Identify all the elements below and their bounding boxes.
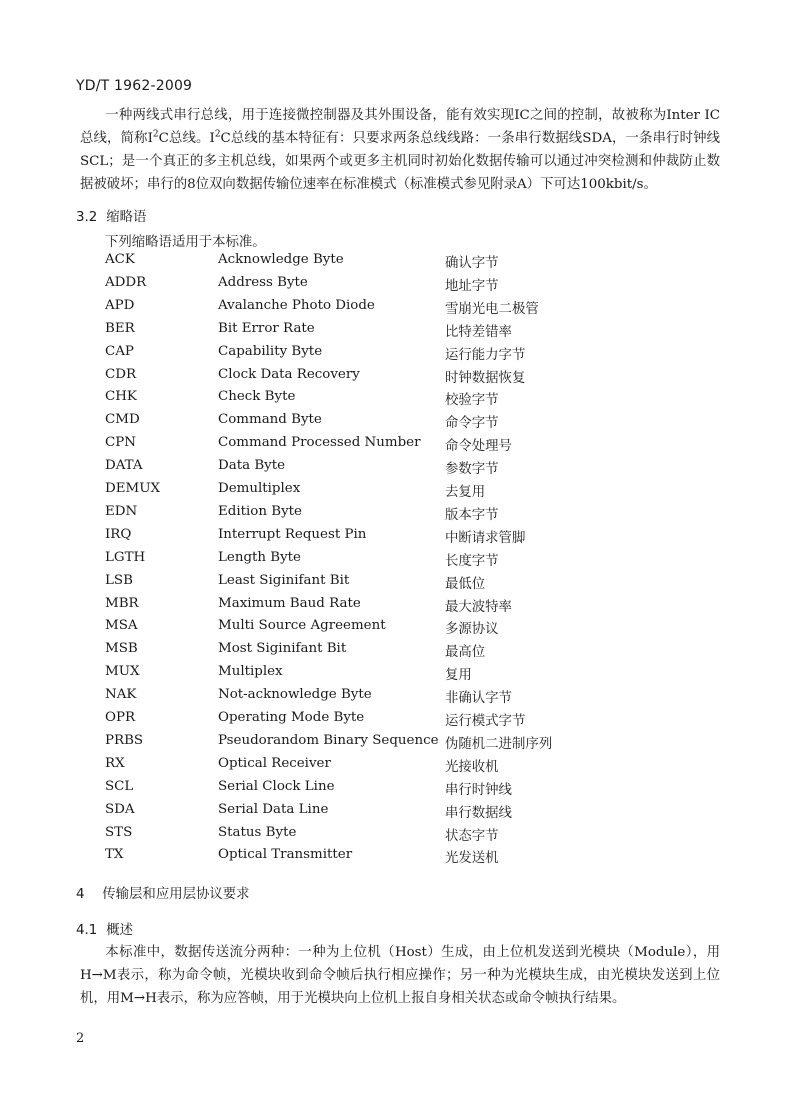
abbreviation-term: APD (105, 297, 135, 313)
abbreviation-term: OPR (105, 710, 136, 725)
abbreviation-english: Maximum Baud Rate (218, 595, 361, 611)
abbreviation-row (0, 252, 800, 274)
abbreviation-english: Data Byte (218, 458, 286, 474)
abbreviation-chinese: 光发送机 (445, 851, 499, 867)
abbreviation-row (0, 618, 800, 640)
abbreviation-term: ADDR (105, 274, 147, 290)
section-4-1-title: 概述 (106, 923, 134, 938)
abbreviation-row (0, 298, 800, 320)
abbreviation-term: SCL (105, 778, 134, 794)
abbreviation-term: NAK (105, 687, 137, 703)
abbreviation-term: BER (105, 320, 135, 336)
abbreviation-term: CMD (105, 412, 140, 428)
abbreviation-row (0, 321, 800, 343)
abbreviation-row (0, 802, 800, 824)
abbreviation-row (0, 389, 800, 411)
abbreviation-row (0, 504, 800, 526)
abbreviation-chinese: 多源协议 (445, 622, 499, 638)
abbreviation-chinese: 长度字节 (445, 553, 499, 569)
intro-text-part2: C总线。I (158, 131, 215, 146)
abbreviation-row (0, 344, 800, 366)
abbreviation-row (0, 687, 800, 709)
section-4-1-heading (76, 919, 133, 938)
abbreviation-term: IRQ (105, 526, 132, 542)
abbreviation-term: LGTH (105, 549, 146, 565)
abbreviation-chinese: 地址字节 (445, 278, 499, 294)
page-number: 2 (76, 1031, 85, 1046)
abbreviation-english: Not-acknowledge Byte (218, 687, 372, 703)
abbreviation-english: Avalanche Photo Diode (218, 297, 375, 313)
abbreviation-chinese: 运行模式字节 (445, 714, 526, 729)
abbreviation-chinese: 最大波特率 (445, 599, 512, 615)
abbreviation-term: DATA (105, 458, 143, 474)
abbreviation-row (0, 458, 800, 480)
abbreviation-chinese: 比特差错率 (445, 324, 512, 340)
abbreviation-chinese: 时钟数据恢复 (445, 370, 526, 386)
section-4-number: 4 (76, 887, 85, 902)
abbreviation-term: LSB (105, 572, 133, 588)
abbreviation-chinese: 状态字节 (445, 828, 499, 844)
abbreviation-row (0, 710, 800, 732)
abbreviation-chinese: 确认字节 (445, 256, 499, 271)
section-3-2-title: 缩略语 (106, 210, 147, 225)
abbreviation-english: Least Siginifant Bit (218, 572, 350, 588)
abbreviation-term: CHK (105, 389, 137, 405)
abbreviation-chinese: 复用 (445, 668, 472, 684)
abbreviation-chinese: 校验字节 (445, 393, 499, 409)
abbreviation-english: Edition Byte (218, 503, 302, 519)
abbreviation-term: MSA (105, 618, 138, 634)
section-3-2-heading (76, 206, 146, 225)
abbreviation-row (0, 847, 800, 869)
abbreviation-chinese: 去复用 (445, 485, 486, 500)
abbreviation-term: MSB (105, 641, 138, 657)
abbreviation-term: ACK (105, 252, 135, 267)
abbreviation-row (0, 779, 800, 801)
abbreviation-term: CDR (105, 366, 137, 382)
abbreviations-intro: 下列缩略语适用于本标准。 (105, 235, 266, 250)
abbreviation-english: Demultiplex (218, 481, 301, 496)
abbreviation-chinese: 最高位 (445, 645, 486, 661)
abbreviation-chinese: 参数字节 (445, 462, 499, 478)
abbreviation-term: DEMUX (105, 481, 161, 496)
section-4-1-body (80, 941, 720, 1010)
intro-text-part3: C总线的基本特征有：只要求两条总线线路：一条串行数据线SDA，一条串行时钟线SCL；是一个真正的多主机总线，如果两个或更多主机同时初始化数据传输可以通过冲突检测和仲裁防止数据被破坏；串行的8位双向数据传输位速率在标准模式（标准模式参见附录A）下可达100kbit/s。 (80, 131, 720, 192)
abbreviation-chinese: 最低位 (445, 576, 486, 592)
abbreviation-chinese: 命令处理号 (445, 439, 512, 455)
abbreviation-english: Address Byte (218, 274, 308, 290)
abbreviation-row (0, 596, 800, 618)
abbreviation-english: Clock Data Recovery (218, 366, 360, 382)
abbreviation-english: Capability Byte (218, 343, 323, 359)
abbreviation-chinese: 光接收机 (445, 759, 499, 775)
abbreviation-english: Serial Clock Line (218, 778, 335, 794)
abbreviation-chinese: 串行数据线 (445, 805, 512, 821)
abbreviation-term: MBR (105, 595, 139, 611)
abbreviation-row (0, 527, 800, 549)
abbreviation-english: Bit Error Rate (218, 320, 315, 336)
abbreviation-english: Optical Transmitter (218, 847, 353, 863)
abbreviation-english: Acknowledge Byte (218, 252, 344, 267)
abbreviation-term: RX (105, 755, 125, 771)
abbreviation-chinese: 中断请求管脚 (445, 530, 526, 546)
abbreviation-term: SDA (105, 801, 135, 817)
abbreviation-row (0, 367, 800, 389)
abbreviation-english: Pseudorandom Binary Sequence (218, 732, 439, 748)
intro-paragraph (80, 104, 720, 196)
abbreviation-term: PRBS (105, 732, 144, 748)
intro-sup2: 2 (214, 129, 221, 140)
abbreviation-term: EDN (105, 503, 138, 519)
abbreviation-chinese: 串行时钟线 (445, 782, 512, 798)
abbreviation-english: Interrupt Request Pin (218, 526, 367, 542)
section-4-1-number: 4.1 (76, 923, 98, 938)
abbreviation-term: TX (105, 847, 124, 863)
abbreviation-row (0, 756, 800, 778)
abbreviation-row (0, 275, 800, 297)
abbreviation-term: STS (105, 824, 133, 840)
abbreviation-chinese: 命令字节 (445, 416, 499, 432)
abbreviation-row (0, 825, 800, 847)
abbreviation-chinese: 运行能力字节 (445, 347, 526, 363)
abbreviation-english: Command Byte (218, 412, 322, 428)
abbreviation-row (0, 664, 800, 686)
abbreviation-english: Check Byte (218, 389, 296, 405)
abbreviation-row (0, 435, 800, 457)
abbreviation-row (0, 733, 800, 755)
abbreviation-chinese: 雪崩光电二极管 (445, 301, 539, 317)
section-4-title: 传输层和应用层协议要求 (102, 887, 250, 902)
section-4-heading (76, 883, 250, 902)
abbreviation-row (0, 573, 800, 595)
abbreviation-english: Multi Source Agreement (218, 618, 386, 634)
abbreviation-english: Most Siginifant Bit (218, 641, 347, 657)
abbreviation-english: Serial Data Line (218, 801, 329, 817)
abbreviation-chinese: 非确认字节 (445, 691, 512, 707)
abbreviation-english: Operating Mode Byte (218, 710, 365, 725)
abbreviation-english: Length Byte (218, 549, 301, 565)
section-4-1-text: 本标准中，数据传送流分两种：一种为上位机（Host）生成，由上位机发送到光模块（Module），用H→M表示，称为命令帧，光模块收到命令帧后执行相应操作；另一种为光模块生成，由光模块发送到上位机，用M→H表示，称为应答帧，用于光模块向上位机上报自身相关状态或命令帧执行结果。 (80, 945, 720, 1006)
abbreviation-english: Command Processed Number (218, 435, 421, 451)
document-code: YD/T 1962-2009 (76, 78, 193, 94)
abbreviation-row (0, 550, 800, 572)
abbreviation-term: MUX (105, 664, 140, 680)
abbreviation-english: Status Byte (218, 824, 297, 840)
section-3-2-number: 3.2 (76, 210, 98, 225)
abbreviation-row (0, 412, 800, 434)
abbreviation-row (0, 641, 800, 663)
abbreviation-english: Multiplex (218, 664, 283, 680)
abbreviation-chinese: 伪随机二进制序列 (445, 736, 553, 752)
abbreviation-term: CPN (105, 435, 136, 451)
abbreviation-chinese: 版本字节 (445, 507, 499, 523)
intro-text-part1: 一种两线式串行总线，用于连接微控制器及其外围设备，能有效实现IC之间的控制，故被称为Inter IC总线，简称I (80, 108, 720, 146)
abbreviation-english: Optical Receiver (218, 755, 331, 771)
abbreviation-term: CAP (105, 343, 134, 359)
abbreviation-row (0, 481, 800, 503)
intro-sup1: 2 (152, 129, 159, 140)
